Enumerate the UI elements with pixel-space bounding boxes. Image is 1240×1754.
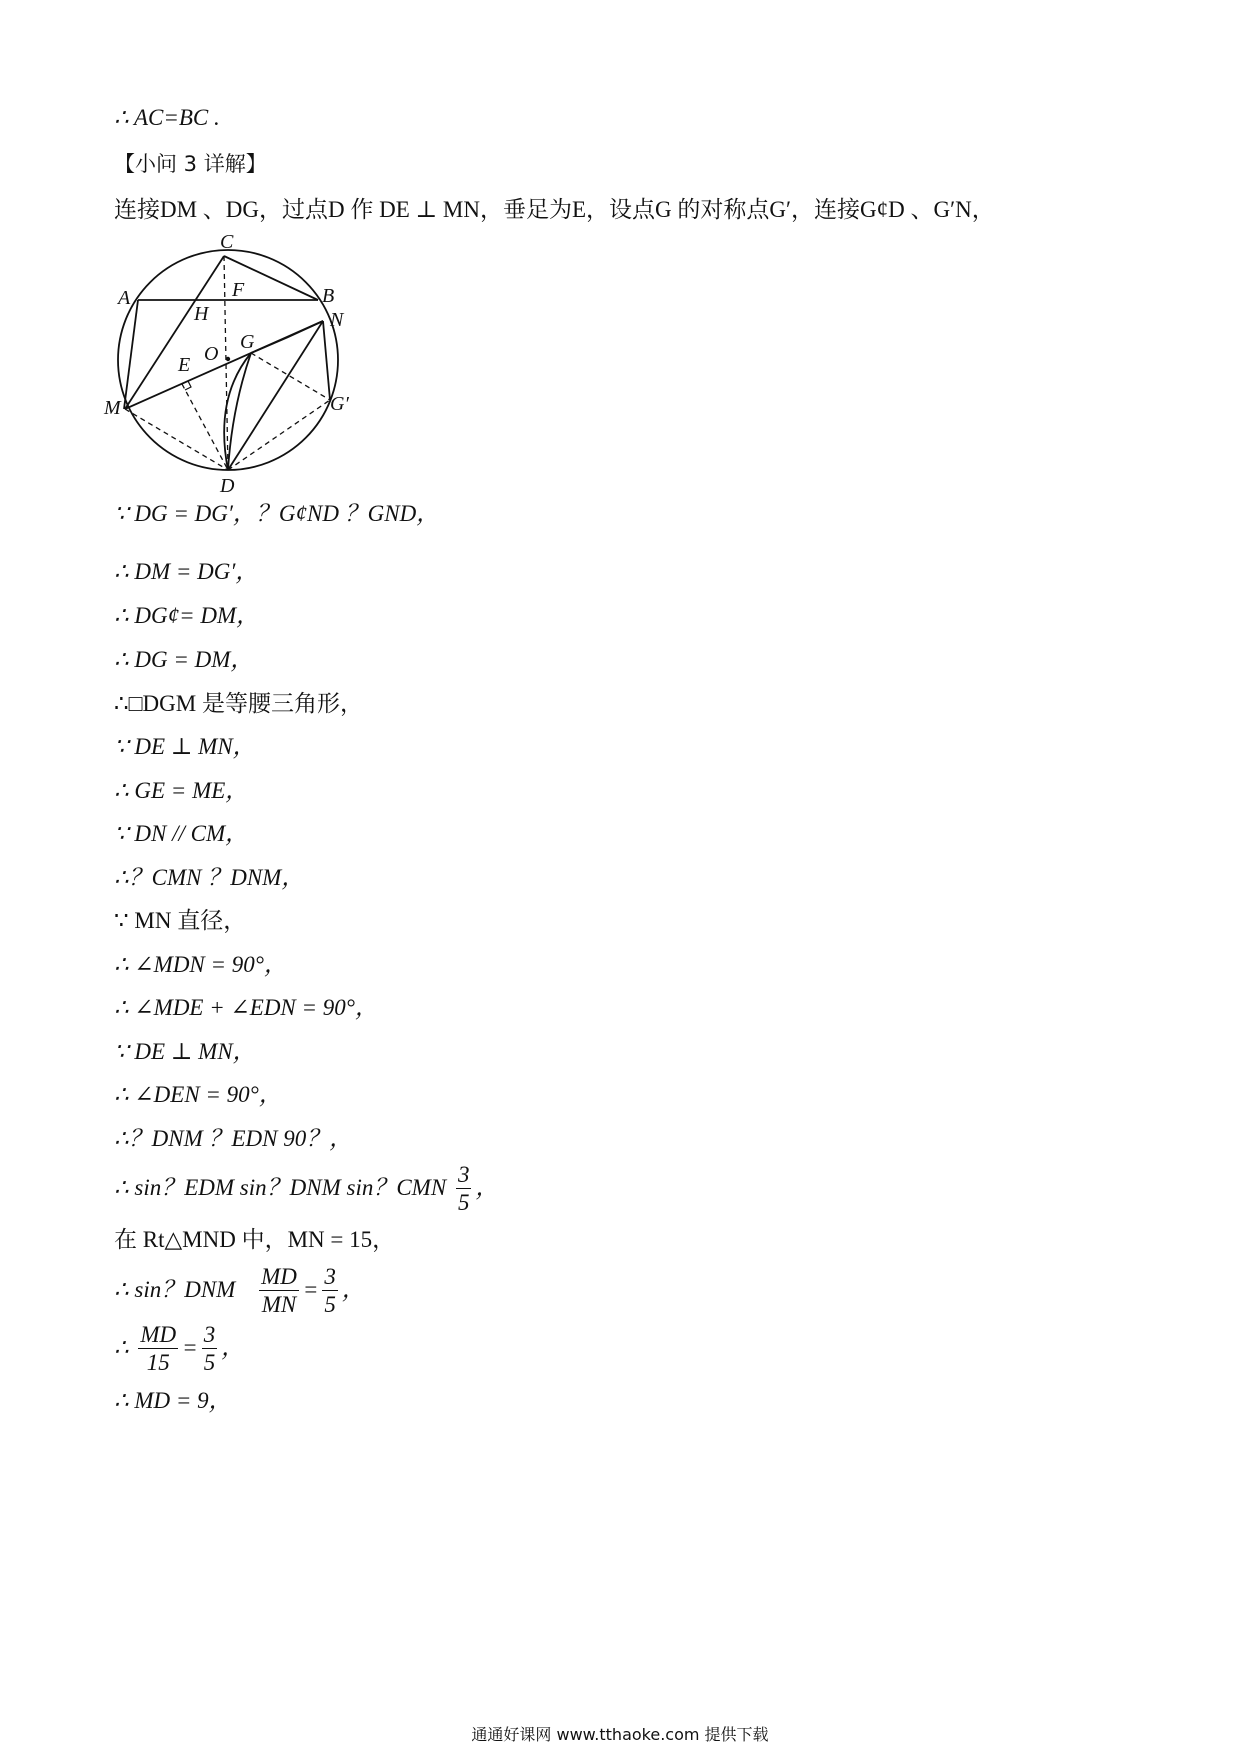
line-therefore-ge-me: ∴ GE = ME， <box>114 778 249 803</box>
segment-dg-prime <box>228 400 330 470</box>
fraction-md-over-15: $\frac{MD}{15}$ <box>140 1322 177 1375</box>
segment-ng-prime <box>323 321 330 400</box>
segment-md <box>125 409 228 470</box>
line-sin-equalities: ∴ sin？EDM sin？DNM sin？CMN $\frac{3}{5}$ ， <box>114 1162 499 1215</box>
line-conclusion-ac-bc: ∴ AC=BC . <box>114 105 220 130</box>
line-because-mn-diameter: ∵ MN 直径， <box>114 908 247 933</box>
line-therefore-angles-equal: ∴？CMN ？DNM， <box>114 865 305 890</box>
label-g-prime: G′ <box>330 393 349 415</box>
label-a: A <box>118 287 131 309</box>
label-h: H <box>194 303 209 325</box>
label-c: C <box>220 231 234 253</box>
line-sin-dnm-ratio: ∴ sin？DNM $\frac{MD}{MN}$ = $\frac{3}{5}$ ， <box>114 1264 365 1317</box>
label-g: G <box>240 331 255 353</box>
line-angle-sum-90: ∴ ∠MDE + ∠EDN = 90°， <box>114 995 378 1020</box>
label-d: D <box>220 475 235 497</box>
segment-gg-prime <box>251 353 330 400</box>
geometry-figure <box>104 231 362 497</box>
label-n: N <box>330 309 344 331</box>
label-e: E <box>178 354 191 376</box>
line-because-de-perp-mn-2: ∵ DE ⊥ MN， <box>114 1039 256 1064</box>
line-because-dg-dgp: ∵ DG = DG′，？G¢ND ？GND， <box>114 501 440 526</box>
line-therefore-dgp-dm: ∴ DG¢= DM， <box>114 603 260 628</box>
fraction-three-fifths: $\frac{3}{5}$ <box>457 1162 470 1215</box>
footer-source: 通通好课网 www.tthaoke.com 提供下载 <box>471 1725 769 1744</box>
line-therefore-dm-dgp: ∴ DM = DG′， <box>114 559 259 584</box>
subquestion-3-heading: 【小问 3 详解】 <box>114 152 267 176</box>
line-because-de-perp-mn: ∵ DE ⊥ MN， <box>114 734 256 759</box>
label-f: F <box>232 279 245 301</box>
label-m: M <box>104 397 121 419</box>
arc-gd-left <box>224 353 251 470</box>
label-o: O <box>204 343 219 365</box>
line-angle-mdn-90: ∴ ∠MDN = 90°， <box>114 952 287 977</box>
line-md-over-15: ∴ $\frac{MD}{15}$ = $\frac{3}{5}$ ， <box>114 1322 245 1375</box>
label-b: B <box>322 285 335 307</box>
line-isosceles-dgm: ∴□DGM 是等腰三角形， <box>114 691 363 716</box>
line-because-dn-parallel-cm: ∵ DN // CM， <box>114 821 249 846</box>
line-angle-dnm-edn: ∴？DNM ？EDN 90？， <box>114 1126 353 1151</box>
fraction-md-over-mn: $\frac{MD}{MN}$ <box>261 1264 297 1317</box>
line-md-equals-9: ∴ MD = 9， <box>114 1388 232 1413</box>
point-o <box>226 357 230 361</box>
line-therefore-dg-dm: ∴ DG = DM， <box>114 647 254 672</box>
fraction-three-fifths-2: $\frac{3}{5}$ <box>324 1264 336 1317</box>
line-construction: 连接DM 、DG，过点D 作 DE ⊥ MN，垂足为E，设点G 的对称点G′，连接G¢D 、G′N， <box>114 197 995 222</box>
line-angle-den-90: ∴ ∠DEN = 90°， <box>114 1082 282 1107</box>
fraction-three-fifths-3: $\frac{3}{5}$ <box>203 1322 216 1375</box>
line-right-triangle-mnd: 在 Rt△MND 中，MN = 15， <box>114 1227 396 1252</box>
